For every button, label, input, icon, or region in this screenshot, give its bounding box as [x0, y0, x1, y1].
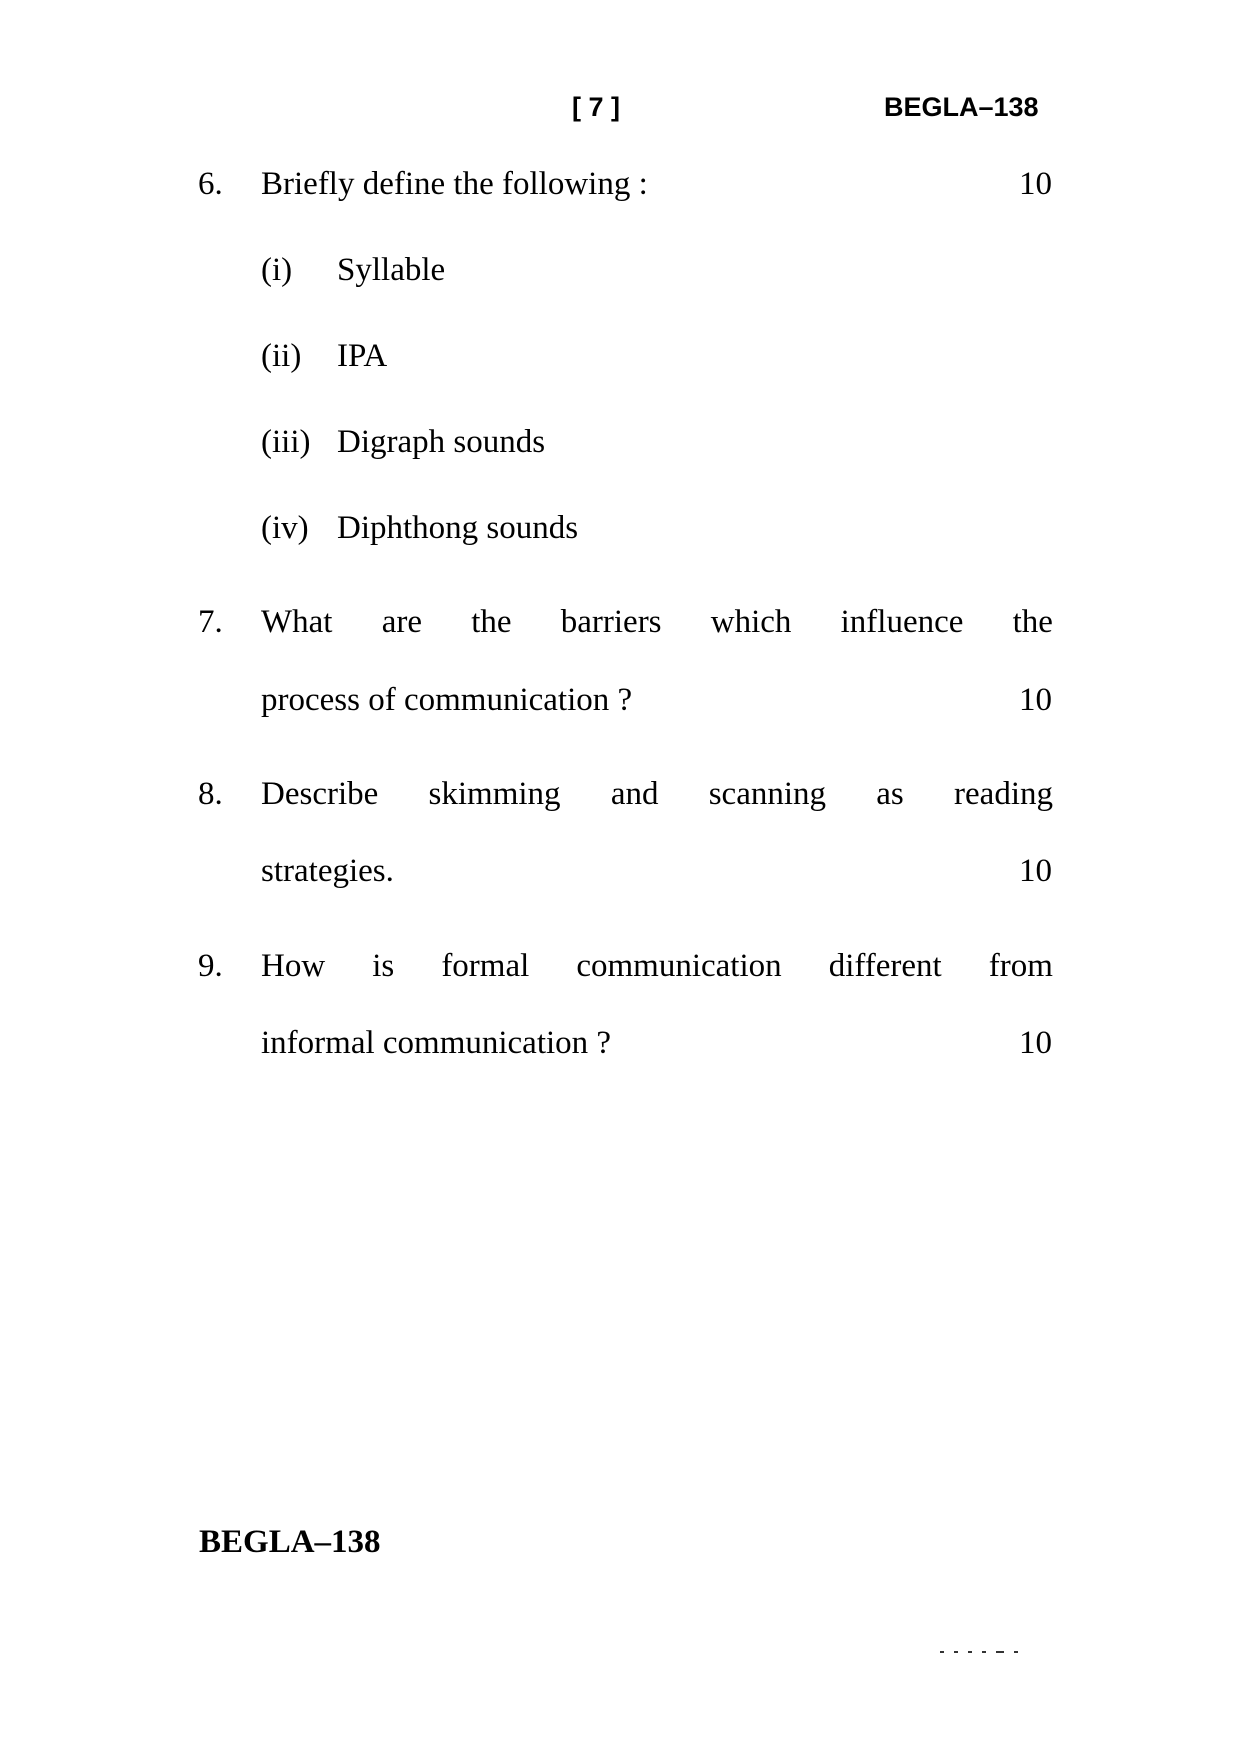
question-text-line-1 [261, 950, 1053, 983]
question-text-line-1 [261, 778, 1053, 811]
page-number: [ 7 ] [572, 92, 621, 122]
word: barriers [560, 604, 662, 640]
word: is [372, 948, 395, 984]
sub-item-text: Syllable [337, 252, 446, 288]
word: are [381, 604, 422, 640]
question-number: 8. [198, 776, 223, 812]
word: which [710, 604, 792, 640]
word: the [1012, 604, 1053, 640]
question-text-line-2: strategies. [261, 853, 394, 889]
question-text-line-1 [261, 606, 1053, 639]
sub-item-label: (i) [261, 252, 293, 288]
sub-item-text: Diphthong sounds [337, 510, 579, 546]
word: reading [954, 776, 1053, 812]
question-text: Briefly define the following : [261, 166, 648, 202]
footer-dash-marks [940, 1651, 1050, 1654]
question-number: 9. [198, 948, 223, 984]
word: from [988, 948, 1053, 984]
sub-item-text: Digraph sounds [337, 424, 546, 460]
word: different [828, 948, 942, 984]
course-code-header: BEGLA–138 [884, 92, 1039, 122]
word: skimming [428, 776, 561, 812]
sub-item-label: (ii) [261, 338, 302, 374]
course-code-footer: BEGLA–138 [199, 1524, 381, 1560]
sub-item-label: (iv) [261, 510, 309, 546]
word: and [610, 776, 659, 812]
question-text-line-2: process of communication ? [261, 682, 633, 718]
word: communication [576, 948, 782, 984]
question-marks: 10 [1019, 682, 1052, 718]
sub-item-text: IPA [337, 338, 388, 374]
word: as [876, 776, 904, 812]
word: Describe [261, 776, 379, 812]
sub-item-label: (iii) [261, 424, 311, 460]
word: scanning [708, 776, 827, 812]
question-marks: 10 [1019, 1025, 1052, 1061]
word: influence [840, 604, 964, 640]
question-number: 6. [198, 166, 223, 202]
question-number: 7. [198, 604, 223, 640]
question-marks: 10 [1019, 853, 1052, 889]
word: the [471, 604, 512, 640]
question-marks: 10 [1019, 166, 1052, 202]
word: How [261, 948, 326, 984]
word: formal [441, 948, 530, 984]
word: What [261, 604, 333, 640]
question-text-line-2: informal communication ? [261, 1025, 612, 1061]
